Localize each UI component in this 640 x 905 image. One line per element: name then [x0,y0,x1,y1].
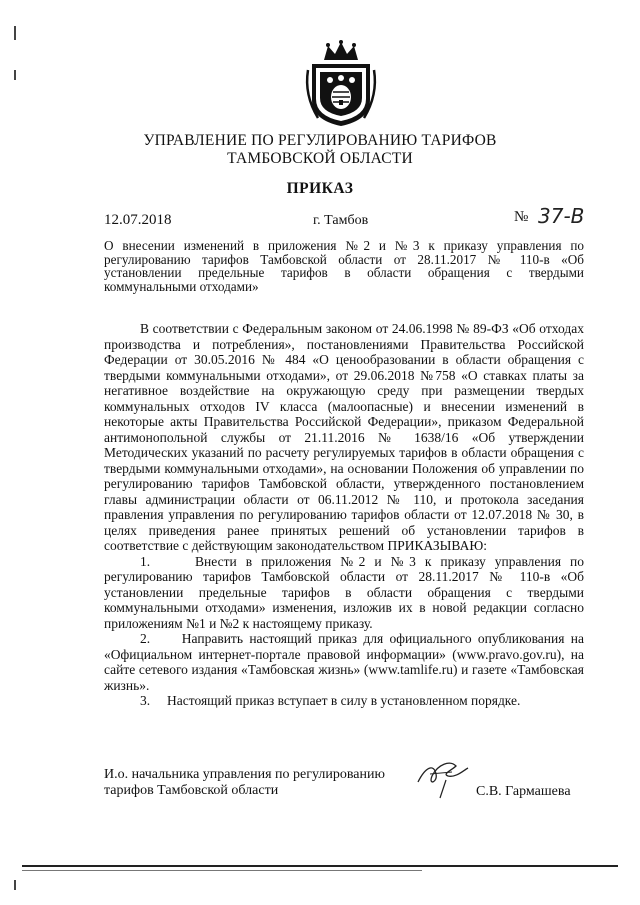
scan-bottom-line [22,865,618,867]
organization-name-line1: УПРАВЛЕНИЕ ПО РЕГУЛИРОВАНИЮ ТАРИФОВ [143,132,497,149]
signatory-position-line1: И.о. начальника управления по регулированию [104,767,385,782]
document-place: г. Тамбов [313,213,369,228]
scan-bottom-line [22,870,422,871]
document-date: 12.07.2018 [104,212,172,228]
scan-edge-mark [14,70,16,80]
scan-edge-mark [14,26,16,40]
document-subject: О внесении изменений в приложения №2 и №3 к приказу управления по регулированию тарифов Тамбовской области от 28.11.2017 № 110-в «Об установлении предельные тарифов в области обращения с твердыми коммунальными отходами» [104,238,584,294]
coat-of-arms-emblem [302,40,380,128]
scan-edge-mark [14,880,16,890]
order-item-1: 1. Внести в приложения №2 и №3 к приказу управления по регулированию тарифов Тамбовской области от 28.11.2017 № 110-в «Об установлении предельные тарифов в области обращения с твердыми коммунальными отходами» изменения, изложив их в новой редакции согласно приложениям №1 и №2 к настоящему приказу. [104,553,584,631]
document-number-sign: № [514,209,529,225]
signatory-name: С.В. Гармашева [476,784,571,799]
document-type-title: ПРИКАЗ [286,180,354,197]
order-item-3: 3. Настоящий приказ вступает в силу в установленном порядке. [140,693,521,708]
preamble-paragraph: В соответствии с Федеральным законом от 24.06.1998 № 89-ФЗ «Об отходах производства и потребления», постановлениями Правительства Российской Федерации от 30.05.2016 № 484 «О ценообразовании в области обращения с твердыми коммунальными отходами», от 29.06.2018 №758 «О ставках платы за негативное воздействие на окружающую среду при размещении твердых коммунальных отходов IV класса (малоопасные) и внесении изменений в некоторые акты Правительства Российской Федерации», приказом Федеральной антимонопольной службы от 21.11.2016 № 1638/16 «Об утверждении Методических указаний по расчету регулируемых тарифов в области обращения с твердыми коммунальными отходами», на основании Положения об управлении по регулированию тарифов Тамбовской области, утвержденного постановлением главы администрации области от 06.11.2012 № 110, и протокола заседания правления управления по регулированию тарифов области от 12.07.2018 № 30, в целях приведения ранее принятых решений об установлении тарифов в соответствие с действующим законодательством ПРИКАЗЫВАЮ: [104,321,584,553]
handwritten-signature [412,752,472,800]
document-number-handwritten: 37-В [538,204,585,228]
order-item-2: 2. Направить настоящий приказ для официального опубликования на «Официальном интернет-портале правовой информации» (www.pravo.gov.ru), на сайте сетевого издания «Тамбовская жизнь» (www.tamlife.ru) и газете «Тамбовская жизнь». [104,631,584,693]
signatory-position-line2: тарифов Тамбовской области [104,782,279,798]
signatory-position [104,767,385,798]
organization-name-line2: ТАМБОВСКОЙ ОБЛАСТИ [227,150,413,167]
document-body [104,321,584,709]
